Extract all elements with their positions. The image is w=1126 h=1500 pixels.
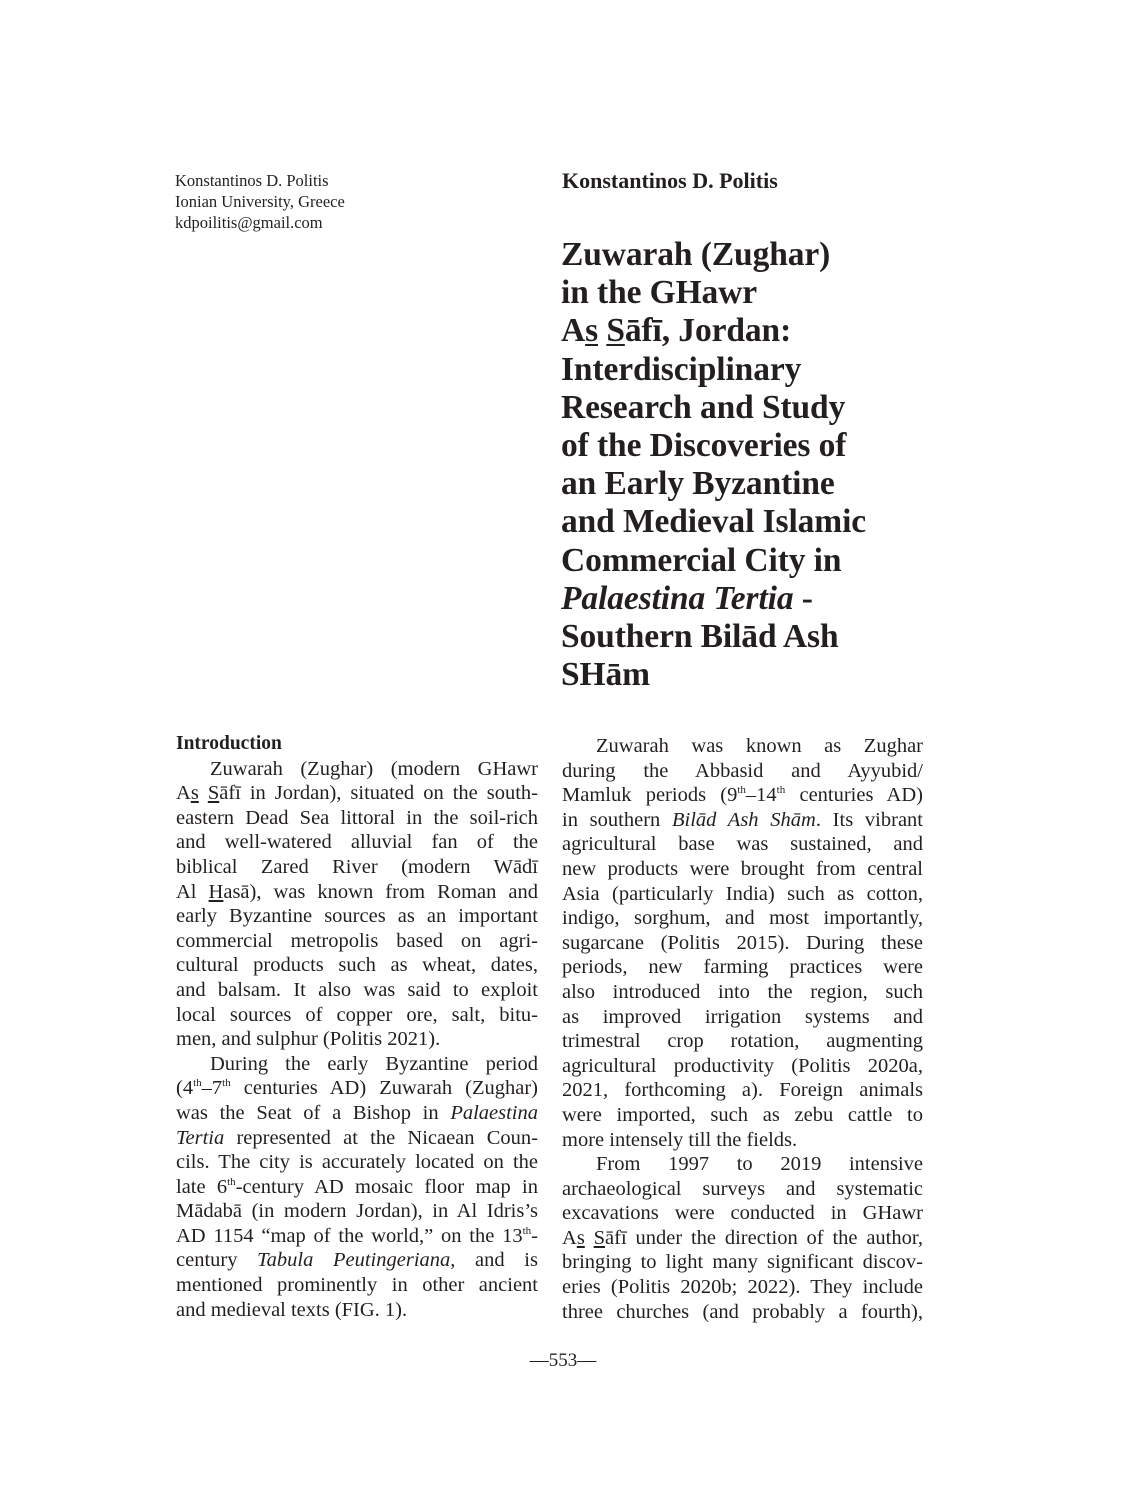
text-line: in southern Bilād Ash Shām. Its vibrant xyxy=(562,808,923,831)
title-italic-text: Palaestina Tertia xyxy=(561,579,794,617)
text-line: Mādabā (in modern Jordan), in Al Idris’s xyxy=(176,1200,538,1223)
text-line: Mamluk periods (9th–14th centuries AD) xyxy=(562,784,923,807)
text-line: commercial metropolis based on agri- xyxy=(176,929,538,952)
text-line: biblical Zared River (modern Wādī xyxy=(176,855,538,878)
affiliation-email: kdpoilitis@gmail.com xyxy=(175,213,323,232)
title-text: A xyxy=(561,312,586,350)
title-line: an Early Byzantine xyxy=(561,465,835,503)
text-line: Asia (particularly India) such as cotton, xyxy=(562,882,923,905)
text-line: early Byzantine sources as an important xyxy=(176,905,538,928)
text-line: excavations were conducted in GHawr xyxy=(562,1202,923,1225)
text-line: AD 1154 “map of the world,” on the 13th- xyxy=(176,1224,538,1247)
text-line: was the Seat of a Bishop in Palaestina xyxy=(176,1101,538,1124)
text-line: and medieval texts (FIG. 1). xyxy=(176,1298,408,1321)
text-line: also introduced into the region, such xyxy=(562,980,923,1003)
body-column-left xyxy=(176,732,538,1322)
text-line: as improved irrigation systems and xyxy=(562,1005,923,1028)
text-line: 2021, forthcoming a). Foreign animals xyxy=(562,1079,923,1102)
text-line: were imported, such as zebu cattle to xyxy=(562,1103,923,1126)
title-line xyxy=(561,312,866,350)
text-line: agricultural productivity (Politis 2020a, xyxy=(562,1054,923,1077)
title-line: Zuwarah (Zughar) xyxy=(561,236,831,273)
title-line: Research and Study xyxy=(561,388,846,426)
title-line: Interdisciplinary xyxy=(561,350,802,388)
text-line: periods, new farming practices were xyxy=(562,956,923,979)
text-line: men, and sulphur (Politis 2021). xyxy=(176,1028,441,1051)
text-line: during the Abbasid and Ayyubid/ xyxy=(562,759,923,782)
title-line: of the Discoveries of xyxy=(561,427,847,465)
title-line xyxy=(561,580,866,618)
text-line: Zuwarah was known as Zughar xyxy=(596,735,923,757)
text-line: mentioned prominently in other ancient xyxy=(176,1274,538,1297)
affiliation-author: Konstantinos D. Politis xyxy=(175,171,329,190)
text-line: From 1997 to 2019 intensive xyxy=(596,1153,923,1176)
text-line: agricultural base was sustained, and xyxy=(562,833,923,856)
title-text: S xyxy=(606,312,625,350)
text-line: late 6th-century AD mosaic floor map in xyxy=(176,1175,538,1198)
text-line: and balsam. It also was said to exploit xyxy=(176,978,538,1001)
title-text: āfī, Jordan: xyxy=(624,312,792,350)
text-line: As Sāfī in Jordan), situated on the south- xyxy=(176,782,539,805)
text-line: (4th–7th centuries AD) Zuwarah (Zughar) xyxy=(176,1077,538,1100)
text-line: cils. The city is accurately located on the xyxy=(176,1151,538,1174)
text-line: cultural products such as wheat, dates, xyxy=(176,954,538,977)
text-line: Zuwarah (Zughar) (modern GHawr xyxy=(210,757,538,780)
text-line: Tertia represented at the Nicaean Coun- xyxy=(176,1126,538,1149)
text-line: century Tabula Peutingeriana, and is xyxy=(176,1249,538,1272)
text-line: new products were brought from central xyxy=(562,857,923,880)
text-line: archaeological surveys and systematic xyxy=(562,1177,923,1200)
text-line: sugarcane (Politis 2015). During these xyxy=(562,931,923,954)
title-line: in the GHawr xyxy=(561,274,758,312)
author-affiliation xyxy=(175,170,345,233)
title-line: and Medieval Islamic xyxy=(561,503,867,541)
text-line: eastern Dead Sea littoral in the soil-rich xyxy=(176,806,538,829)
text-line: and well-watered alluvial fan of the xyxy=(176,831,538,854)
text-line: Al Hasā), was known from Roman and xyxy=(176,880,539,903)
text-line: more intensely till the fields. xyxy=(562,1128,798,1151)
page-number: —553— xyxy=(529,1350,597,1371)
text-line: bringing to light many significant discov- xyxy=(562,1251,923,1274)
text-line: As Sāfī under the direction of the author, xyxy=(562,1226,923,1249)
text-line: three churches (and probably a fourth), xyxy=(562,1300,923,1323)
title-text: - xyxy=(793,579,813,617)
text-line: eries (Politis 2020b; 2022). They include xyxy=(562,1276,923,1299)
text-line: During the early Byzantine period xyxy=(210,1052,538,1075)
text-line: local sources of copper ore, salt, bitu- xyxy=(176,1003,538,1026)
title-line: Commercial City in xyxy=(561,541,842,579)
title-text: s xyxy=(585,312,599,350)
text-line: trimestral crop rotation, augmenting xyxy=(562,1030,923,1053)
author-heading: Konstantinos D. Politis xyxy=(562,168,778,193)
title-line: Southern Bilād Ash xyxy=(561,618,839,656)
body-column-right xyxy=(562,734,923,1324)
affiliation-institution: Ionian University, Greece xyxy=(175,192,345,211)
text-line: indigo, sorghum, and most importantly, xyxy=(562,907,923,930)
article-title xyxy=(561,236,866,694)
title-line: SHām xyxy=(561,656,650,694)
section-heading: Introduction xyxy=(176,733,282,754)
